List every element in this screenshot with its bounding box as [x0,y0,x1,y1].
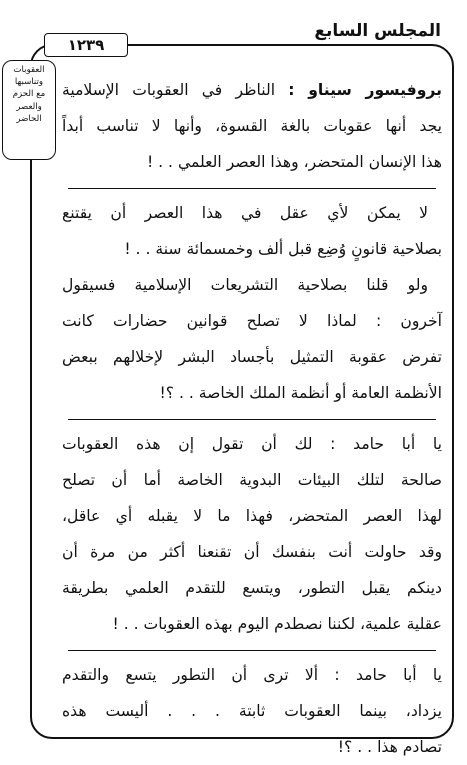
paragraph [62,267,442,303]
speaker-name: بروفيسور سيناو : [288,81,442,99]
paragraph [62,72,442,180]
text-line: يجد أنها عقوبات بالغة القسوة، وأنها لا تناسب أبداً [62,117,442,135]
margin-note [2,60,56,160]
margin-note-line: مع الحزم [12,89,46,100]
text-line: ولو قلنا بصلاحية التشريعات الإسلامية فسيقول [62,276,428,294]
margin-note-line: وتناسبها [14,77,44,88]
page-number: ١٢٣٩ [44,33,128,57]
paragraph [62,303,442,411]
text-line: يزداد، بينما العقوبات ثابتة . . . أليست هذه [62,702,442,720]
text-line: بصلاحية قانونٍ وُضِع قبل ألف وخمسمائة سنة . . ! [124,240,442,258]
paragraph [62,231,442,267]
text-line: وقد حاولت أنت بنفسك أن تقنعنا أكثر من مرة أن [62,543,442,561]
paragraph-divider [68,650,436,651]
text-line: الأنظمة العامة أو أنظمة الملك الخاصة . . ؟! [159,384,442,402]
text-line: هذا الإنسان المتحضر، وهذا العصر العلمي . . ! [146,153,442,171]
paragraph [62,426,442,642]
text-line: آخرون : لماذا لا تصلح قوانين حضارات كانت [62,312,442,330]
paragraph-divider [68,188,436,189]
text-line: بروفيسور سيناو : الناظر في العقوبات الإسلامية [62,81,442,99]
page-body [62,72,442,765]
text-line: لا يمكن لأي عقل في هذا العصر أن يقتنع [62,204,428,222]
margin-note-line: والعصر [16,101,42,112]
text-line: تصادم هذا . . ؟! [337,738,442,756]
chapter-title: المجلس السابع [308,20,447,42]
margin-note-line: الحاضر [16,113,42,124]
text-line: تفرض عقوبة التمثيل بأجساد البشر لإخلالهم ببعض [62,348,442,366]
text-line: يا أبا حامد : لك أن تقول إن هذه العقوبات [62,435,442,453]
margin-note-line: العقوبات [13,65,45,75]
paragraph-divider [68,419,436,420]
text-line: عقلية علمية، لكننا نصطدم اليوم بهذه العقوبات . . ! [112,615,442,633]
paragraph [62,195,442,231]
text-line: دينكم يقبل التطور، ويتسع للتقدم العلمي بطريقة [62,579,442,597]
text-line: صالحة لتلك البيئات البدوية الخاصة أما أن تصلح [62,471,442,489]
text-line: يا أبا حامد : ألا ترى أن التطور يتسع والتقدم [62,666,442,684]
text-line: لهذا العصر المتحضر، فهذا ما لا يقبله أي عاقل، [62,507,442,525]
